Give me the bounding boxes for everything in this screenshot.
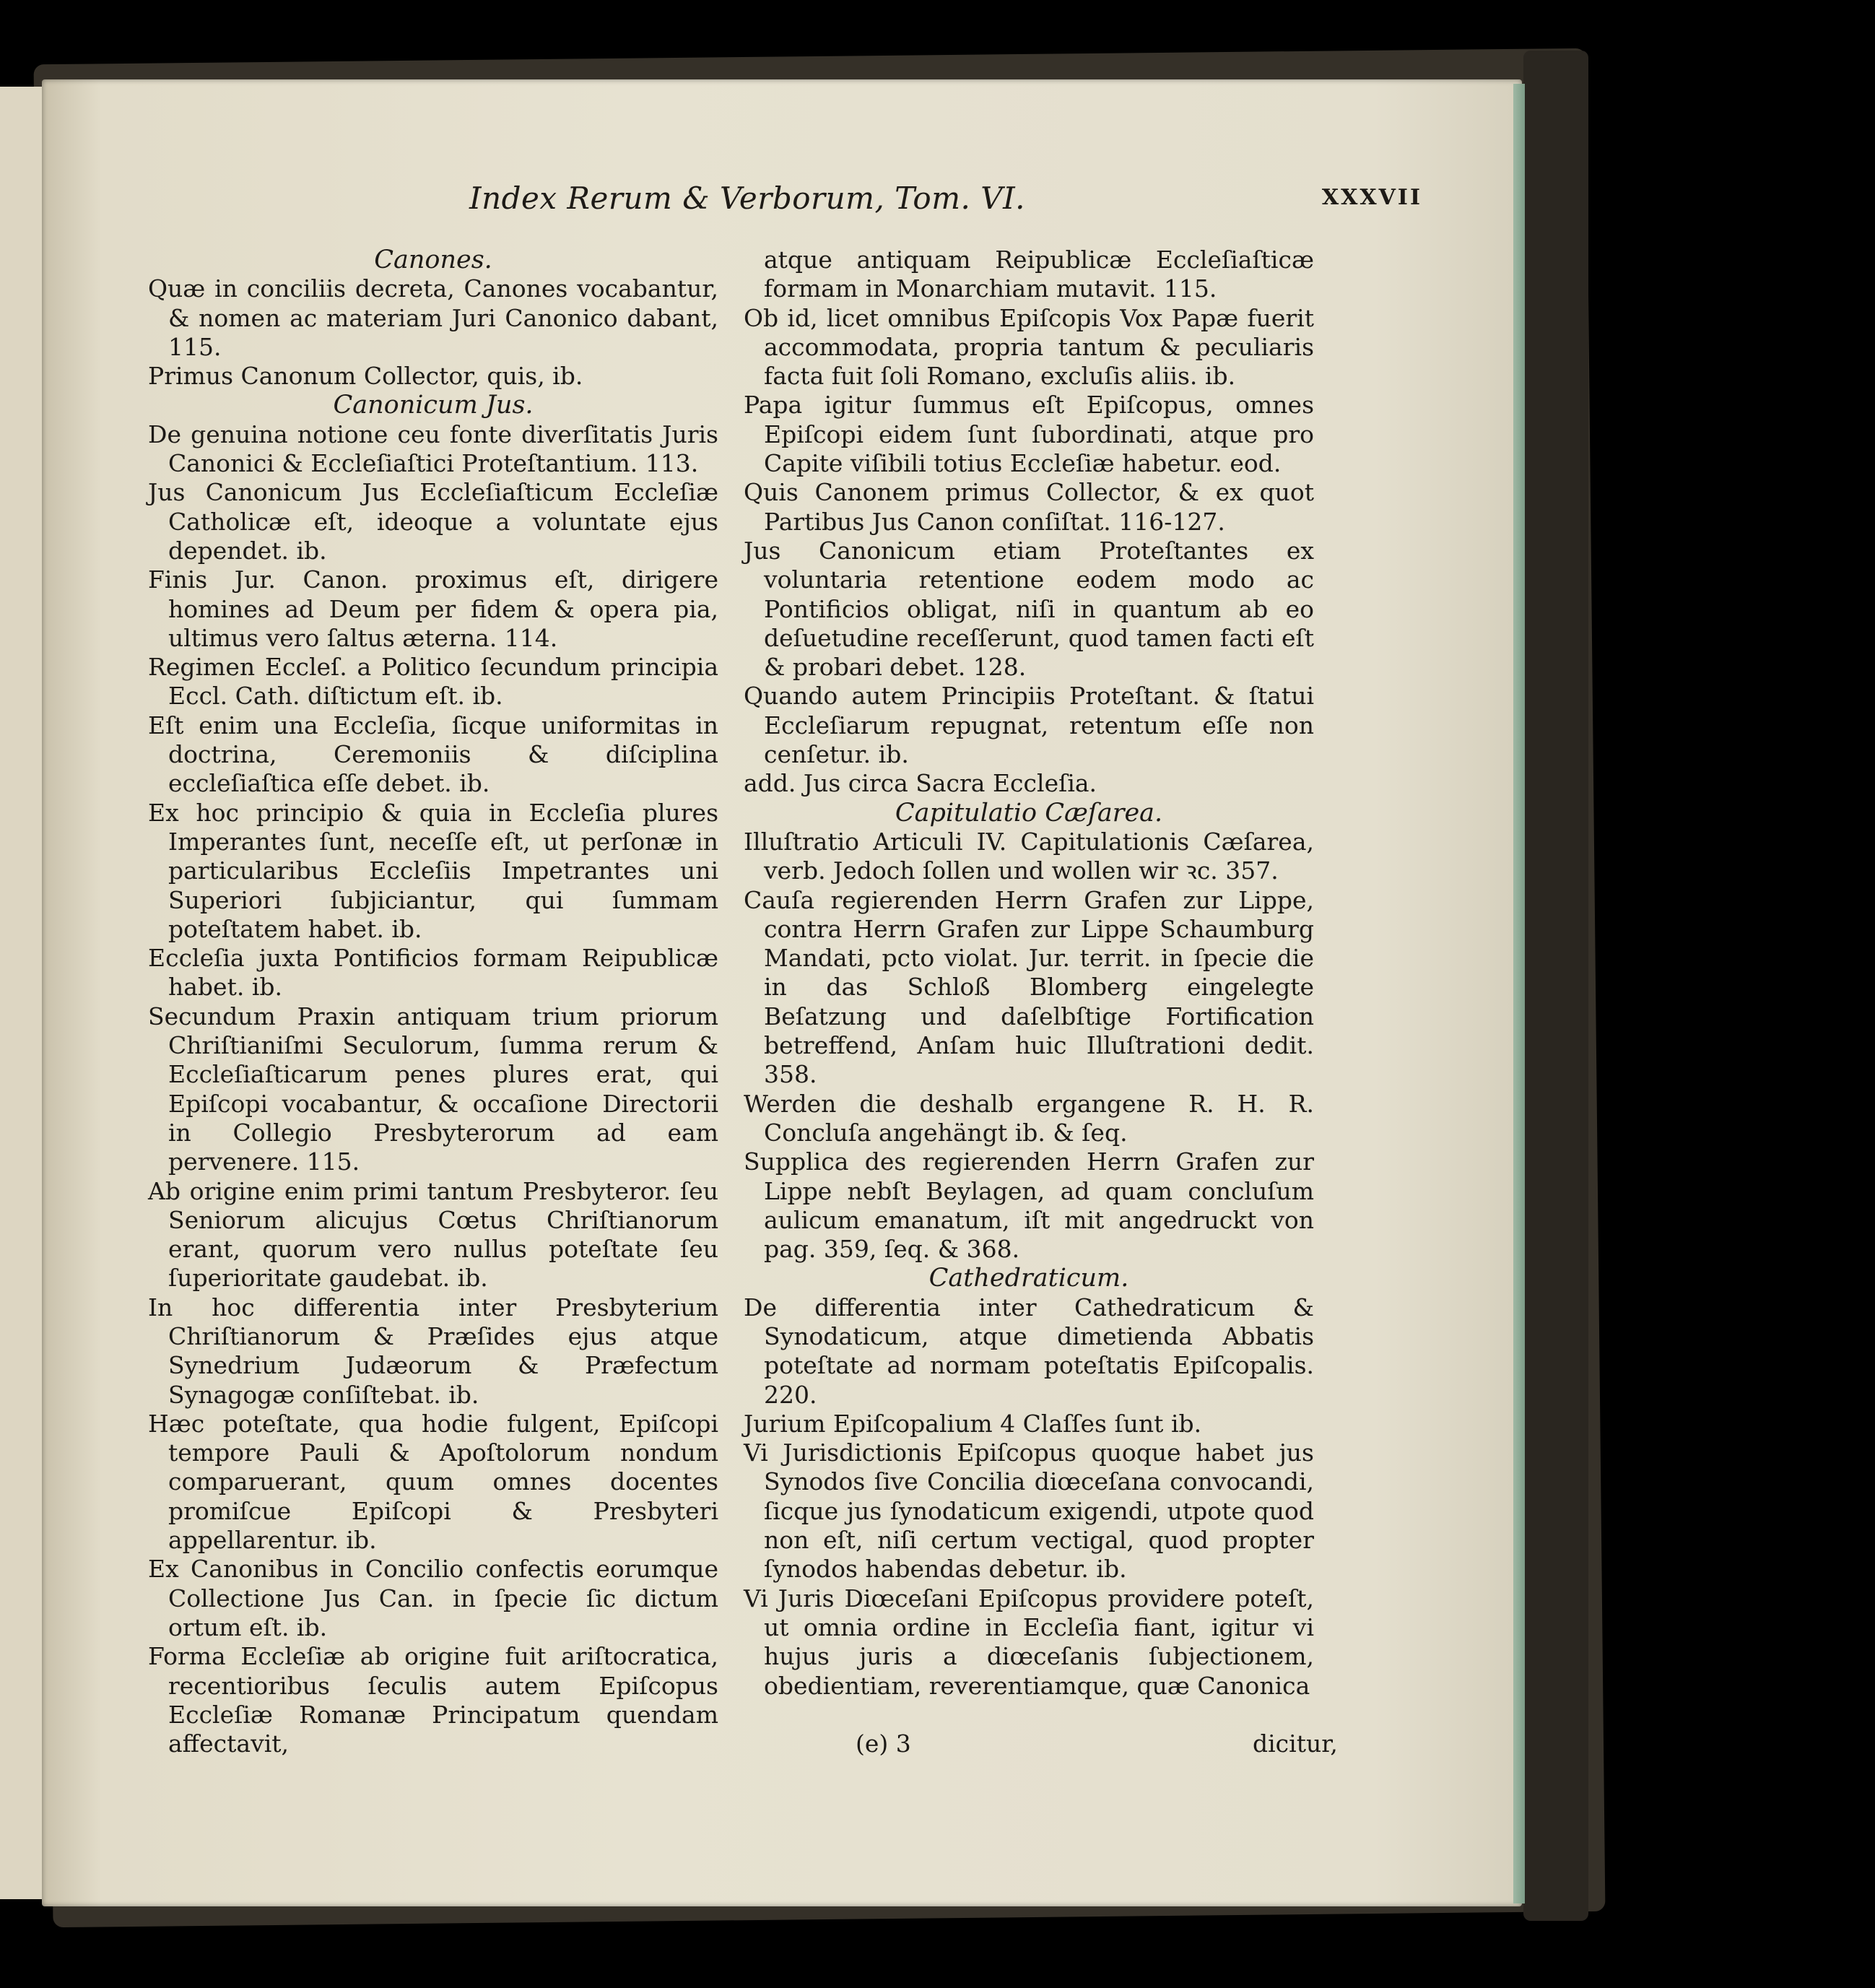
index-entry: Papa igitur ſummus eſt Epiſcopus, omnes Epiſcopi eidem ſunt ſubordinati, atque pro Capite viſibili totius Eccleſiæ habetur. eod.	[744, 391, 1314, 478]
index-entry: In hoc differentia inter Presbyterium Chriſtianorum & Præſides ejus atque Synedrium Judæorum & Præfectum Synagogæ conſiſtebat. ib.	[148, 1293, 718, 1409]
index-entry: Supplica des regierenden Herrn Grafen zur Lippe nebſt Beylagen, ad quam concluſum aulicum emanatum, iſt mit angedruckt von pag. 359, ſeq. & 368.	[744, 1147, 1314, 1264]
index-entry: Cauſa regierenden Herrn Grafen zur Lippe, contra Herrn Grafen zur Lippe Schaumburg Mandati, pcto violat. Jur. territ. in ſpecie die in das Schloß Blomberg eingelegte Beſatzung und daſelbſtige Fortification betreffend, Anſam huic Illuſtrationi dedit. 358.	[744, 885, 1314, 1089]
index-entry: De differentia inter Cathedraticum & Synodaticum, atque dimetienda Abbatis poteſtate ad normam poteſtatis Epiſcopalis. 220.	[744, 1293, 1314, 1409]
index-entry: Quis Canonem primus Collector, & ex quot Partibus Jus Canon conſiſtat. 116-127.	[744, 478, 1314, 536]
index-heading: Capitulatio Cæſarea.	[895, 798, 1163, 828]
index-entry: Vi Juris Diœceſani Epiſcopus providere poteſt, ut omnia ordine in Eccleſia fiant, igitur vi hujus juris a diœceſanis ſubjectionem, obedientiam, reverentiamque, quæ Canonica	[744, 1584, 1314, 1700]
index-entry: Jus Canonicum Jus Eccleſiaſticum Eccleſiæ Catholicæ eſt, ideoque a voluntate ejus dependet. ib.	[148, 478, 718, 565]
page-header	[469, 181, 1422, 224]
right-column	[744, 246, 1314, 1701]
index-entry: Ob id, licet omnibus Epiſcopis Vox Papæ fuerit accommodata, propria tantum & peculiaris facta fuit ſoli Romano, excluſis aliis. ib.	[744, 303, 1314, 391]
page-number: XXXVII	[1321, 185, 1422, 210]
index-entry: Werden die deshalb ergangene R. H. R. Concluſa angehängt ib. & ſeq.	[744, 1089, 1314, 1147]
index-entry: Ex Canonibus in Concilio confectis eorumque Collectione Jus Can. in ſpecie ſic dictum ortum eſt. ib.	[148, 1555, 718, 1641]
previous-page-edge	[0, 87, 45, 1899]
index-heading: Canonicum Jus.	[333, 391, 534, 420]
index-entry: add. Jus circa Sacra Eccleſia.	[744, 769, 1097, 798]
index-entry: Eccleſia juxta Pontificios formam Reipublicæ habet. ib.	[148, 944, 718, 1002]
index-entry: atque antiquam Reipublicæ Eccleſiaſticæ formam in Monarchiam mutavit. 115.	[764, 246, 1314, 303]
index-entry: Hæc poteſtate, qua hodie fulgent, Epiſcopi tempore Pauli & Apoſtolorum nondum comparuerant, quum omnes docentes promiſcue Epiſcopi & Presbyteri appellarentur. ib.	[148, 1409, 718, 1555]
left-column	[148, 246, 718, 1758]
index-entry: Primus Canonum Collector, quis, ib.	[148, 362, 583, 391]
running-title: Index Rerum & Verborum, Tom. VI.	[469, 181, 1026, 216]
index-entry: Vi Jurisdictionis Epiſcopus quoque habet jus Synodos ſive Concilia diœceſana convocandi, ſicque jus ſynodaticum exigendi, utpote quod non eſt, niſi certum vectigal, quod propter ſynodos habendas debetur. ib.	[744, 1438, 1314, 1584]
index-entry: Quæ in conciliis decreta, Canones vocabantur, & nomen ac materiam Juri Canonico dabant, 115.	[148, 274, 718, 361]
page-edge	[1513, 84, 1525, 1904]
index-heading: Canones.	[374, 246, 492, 274]
index-entry: Secundum Praxin antiquam trium priorum Chriſtianiſmi Seculorum, ſumma rerum & Eccleſiaſticarum penes plures erat, qui Epiſcopi vocabantur, & occaſione Directorii in Collegio Presbyterorum ad eam pervenere. 115.	[148, 1002, 718, 1176]
index-entry: Ab origine enim primi tantum Presbyteror. ſeu Seniorum alicujus Cœtus Chriſtianorum erant, quorum vero nullus poteſtate ſeu ſuperioritate gaudebat. ib.	[148, 1176, 718, 1293]
index-entry: Regimen Eccleſ. a Politico ſecundum principia Eccl. Cath. diſtictum eſt. ib.	[148, 653, 718, 711]
cover-edge	[1523, 51, 1588, 1921]
catchword: dicitur,	[1253, 1729, 1338, 1758]
index-entry: Jus Canonicum etiam Proteſtantes ex voluntaria retentione eodem modo ac Pontificios obligat, niſi in quantum ab eo deſuetudine receſſerunt, quod tamen facti eſt & probari debet. 128.	[744, 536, 1314, 682]
index-entry: Eſt enim una Eccleſia, ſicque uniformitas in doctrina, Ceremoniis & diſciplina eccleſiaſtica eſſe debet. ib.	[148, 711, 718, 798]
index-entry: Illuſtratio Articuli IV. Capitulationis Cæſarea, verb. Jedoch ſollen und wollen wir ꝛc. 357.	[744, 827, 1314, 885]
signature-mark: (e) 3	[856, 1729, 911, 1758]
index-entry: Ex hoc principio & quia in Eccleſia plures Imperantes ſunt, neceſſe eſt, ut perſonæ in particularibus Eccleſiis Impetrantes uni Superiori ſubjiciantur, qui ſummam poteſtatem habet. ib.	[148, 798, 718, 943]
index-entry: Quando autem Principiis Proteſtant. & ſtatui Eccleſiarum repugnat, retentum eſſe non cenſetur. ib.	[744, 682, 1314, 769]
index-entry: De genuina notione ceu fonte diverſitatis Juris Canonici & Eccleſiaſtici Proteſtantium. 113.	[148, 420, 718, 478]
index-entry: Finis Jur. Canon. proximus eſt, dirigere homines ad Deum per fidem & opera pia, ultimus vero ſaltus æterna. 114.	[148, 565, 718, 652]
index-heading: Cathedraticum.	[928, 1264, 1129, 1293]
index-entry: Jurium Epiſcopalium 4 Claſſes ſunt ib.	[744, 1409, 1202, 1438]
index-entry: Forma Eccleſiæ ab origine fuit ariſtocratica, recentioribus ſeculis autem Epiſcopus Eccleſiæ Romanæ Principatum quendam affectavit,	[148, 1642, 718, 1758]
